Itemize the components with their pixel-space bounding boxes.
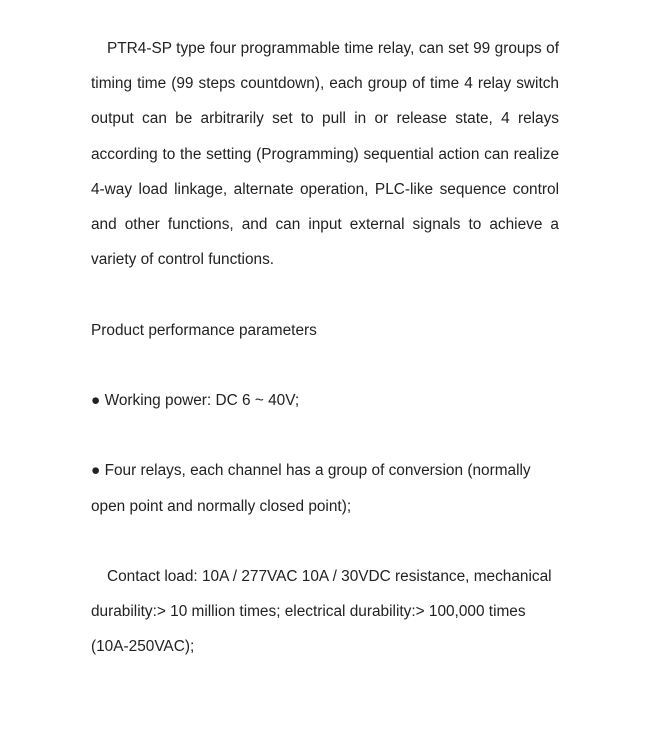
spacer [91, 418, 559, 453]
document-body [91, 31, 559, 665]
spacer [91, 348, 559, 383]
spacer [91, 277, 559, 312]
intro-paragraph: PTR4-SP type four programmable time relay, can set 99 groups of timing time (99 steps countdown), each group of time 4 relay switch output can be arbitrarily set to pull in or release state, 4 relays according to the setting (Programming) sequential action can realize 4-way load linkage, alternate operation, PLC-like sequence control and other functions, and can input external signals to achieve a variety of control functions. [91, 40, 559, 269]
section-title: Product performance parameters [91, 321, 317, 339]
spacer [91, 524, 559, 559]
bullet-working-power: ● Working power: DC 6 ~ 40V; [91, 392, 300, 409]
bullet-four-relays: ● Four relays, each channel has a group of conversion (normally open point and normally closed point); [91, 462, 531, 515]
contact-load-paragraph: Contact load: 10A / 277VAC 10A / 30VDC resistance, mechanical durability:> 10 million times; electrical durability:> 100,000 times (10A-250VAC); [91, 567, 552, 656]
